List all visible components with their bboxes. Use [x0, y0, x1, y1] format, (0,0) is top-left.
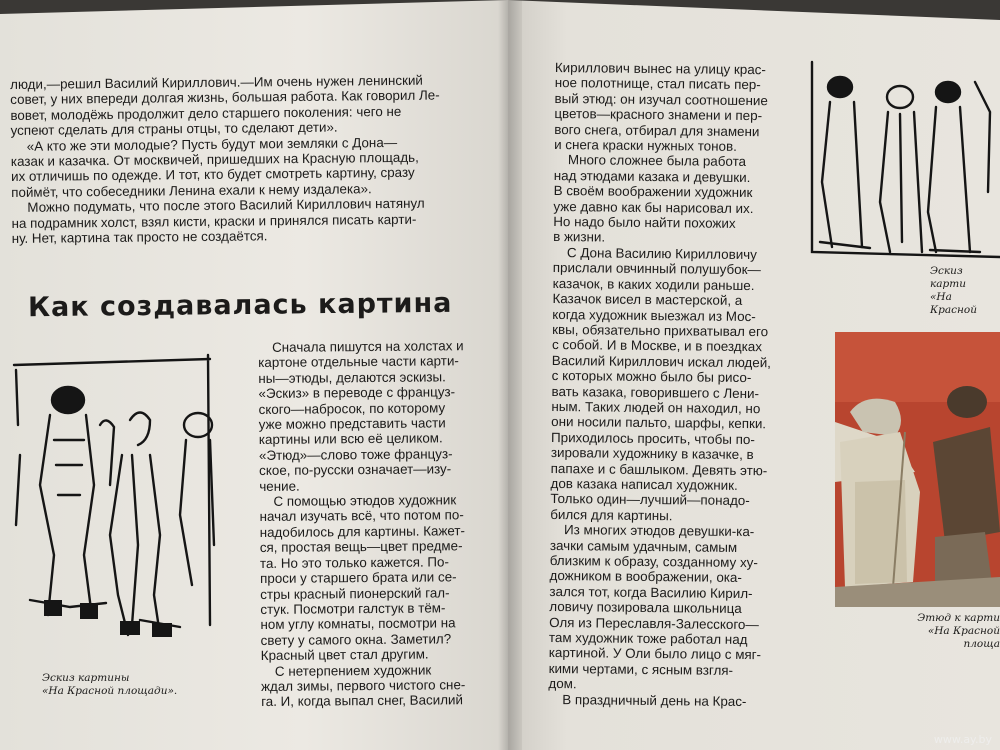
text-line: над этюдами казака и девушки. — [553, 167, 751, 185]
text-line: казачок, в каких ходили раньше. — [552, 275, 755, 293]
book-spine-shadow — [498, 0, 522, 750]
text-line: проси у старшего брата или се- — [260, 569, 457, 587]
text-line: та. Но это только кажется. По- — [259, 554, 449, 571]
intro-text — [10, 72, 474, 246]
painting-study-image — [835, 332, 1000, 607]
text-line: кими чертами, с ясным взгля- — [548, 660, 734, 678]
text-line: ждал зимы, первого чистого сне- — [260, 677, 466, 694]
text-line: дом. — [548, 676, 577, 692]
text-line: люди,—решил Василий Кириллович.—Им очень нужен ленинский — [10, 72, 423, 92]
text-line: уже давно как бы нарисовал их. — [553, 198, 754, 216]
text-line: Сначала пишутся на холстах и — [271, 338, 464, 355]
text-line: вый этюд: он изучал соотношение — [554, 90, 768, 109]
sketch-caption-right: Эскиз карти «На Красной — [930, 265, 977, 316]
text-line: Красный цвет стал другим. — [260, 646, 429, 664]
text-line: на подрамник холст, взял кисти, краски и принялся писать карти- — [11, 211, 417, 231]
text-line: Оля из Переславля-Залесского— — [549, 614, 759, 632]
text-line: с собой. И в Москве, и в поездках — [551, 337, 763, 355]
text-line: чение. — [259, 478, 300, 494]
text-line: начал изучать всё, что потом по- — [259, 507, 464, 525]
sketch-caption-left: Эскиз картины «На Красной площади». — [42, 672, 178, 697]
text-line: ловичу позировала школьница — [549, 599, 742, 617]
text-line: Казачок висел в мастерской, а — [552, 291, 743, 309]
text-line: С помощью этюдов художник — [273, 492, 457, 509]
text-line: картоне отдельные части карти- — [258, 353, 459, 371]
text-line: успеют сделать для страны отцы, то сделают дети». — [10, 119, 338, 139]
text-line: ся, простая вещь—цвет предме- — [259, 538, 463, 556]
text-line: дожником в воображении, ока- — [549, 568, 742, 586]
text-line: зачки самым удачным, самым — [549, 537, 738, 555]
watermark-text: www.ay.by — [933, 733, 992, 746]
text-line: зировали художнику в казачке, в — [550, 445, 754, 463]
text-line: уже можно представить части — [258, 415, 446, 433]
text-line: зался тот, когда Василию Кирил- — [549, 583, 753, 601]
text-line: стук. Посмотри галстук в тём- — [260, 600, 446, 617]
text-line: Но надо было найти похожих — [553, 214, 736, 231]
text-line: «Этюд»—слово тоже француз- — [258, 446, 453, 463]
text-line: Много сложнее была работа — [567, 152, 747, 170]
text-line: вого снега, отбирал для знамени — [554, 121, 760, 139]
text-line: В своём воображении художник — [553, 183, 753, 201]
text-line: картиной. У Оли было лицо с мяг- — [548, 645, 762, 663]
text-line: Можно подумать, что после этого Василий Кириллович натянул — [27, 195, 425, 216]
text-line: Кириллович вынес на улицу крас- — [554, 60, 766, 78]
text-line: ным. Таких людей он находил, но — [551, 398, 761, 417]
text-line: ном углу комнаты, посмотри на — [260, 615, 456, 633]
text-line: ского—набросок, по которому — [258, 399, 446, 417]
text-line: они носили пальто, шарфы, кепки. — [551, 414, 767, 432]
text-line: га. И, когда выпал снег, Василий — [261, 692, 464, 710]
text-line: свету у самого окна. Заметил? — [260, 631, 452, 648]
text-line: и снега краски нужных тонов. — [554, 137, 737, 154]
text-line: «А кто же эти молодые? Пусть будут мои земляки с Дона— — [26, 134, 398, 154]
text-line: совет, у них впереди долгая жизнь, большая работа. Как говорил Ле- — [10, 87, 440, 108]
text-line: их отличишь по одежде. И тот, кто будет смотреть картину, сразу — [10, 165, 415, 185]
text-line: папахе и с башлыком. Девять этю- — [550, 460, 768, 478]
left-column-text — [258, 338, 481, 710]
text-line: вать казака, говорившего с Лени- — [551, 383, 760, 401]
text-line: стры красный пионерский гал- — [260, 584, 450, 602]
text-line: прислали овчинный полушубок— — [552, 260, 761, 278]
text-line: ны—этюды, делаются эскизы. — [258, 369, 446, 386]
right-column-text — [548, 60, 795, 710]
text-line: поймёт, что собеседники Ленина ехали к нему издалека». — [11, 181, 372, 200]
section-heading: Как создавалась картина — [27, 287, 453, 324]
sketch-illustration-left — [10, 345, 220, 645]
text-line: вовет, молодёжь продолжит дело старшего поколения: чего не — [10, 103, 402, 123]
text-line: Василий Кириллович искал людей, — [551, 352, 772, 370]
text-line: ное полотнище, стал писать пер- — [554, 75, 761, 93]
painting-caption: Этюд к карти «На Красной площа — [917, 612, 1000, 650]
text-line: С Дона Василию Кирилловичу — [566, 245, 757, 262]
text-line: надобилось для картины. Кажет- — [259, 523, 466, 540]
text-line: с которых можно было бы рисо- — [551, 368, 752, 386]
text-line: В праздничный день на Крас- — [562, 691, 747, 709]
text-line: в жизни. — [553, 229, 606, 246]
text-line: С нетерпением художник — [274, 662, 432, 679]
text-line: близким к образу, созданному ху- — [549, 552, 758, 571]
sketch-illustration-right — [810, 52, 1000, 262]
text-line: казак и казачка. От москвичей, пришедших на Красную площадь, — [10, 149, 419, 170]
text-line: ну. Нет, картина так просто не создаётся. — [11, 228, 268, 247]
text-line: картины или всю её целиком. — [258, 430, 443, 448]
text-line: Только один—лучший—понадо- — [550, 491, 750, 509]
text-line: Из многих этюдов девушки-ка- — [564, 522, 755, 540]
text-line: там художник тоже работал над — [548, 630, 748, 648]
text-line: когда художник выезжал из Мос- — [552, 306, 756, 324]
text-line: ское, по-русски означает—изу- — [259, 461, 452, 479]
text-line: Приходилось просить, чтобы по- — [550, 429, 755, 447]
text-line: «Эскиз» в переводе с француз- — [258, 384, 456, 402]
text-line: квы, обязательно прихватывал его — [552, 321, 769, 340]
text-line: бился для картины. — [550, 506, 673, 524]
text-line: дов казака написал художник. — [550, 475, 738, 493]
text-line: цветов—красного знамени и пер- — [554, 106, 763, 124]
